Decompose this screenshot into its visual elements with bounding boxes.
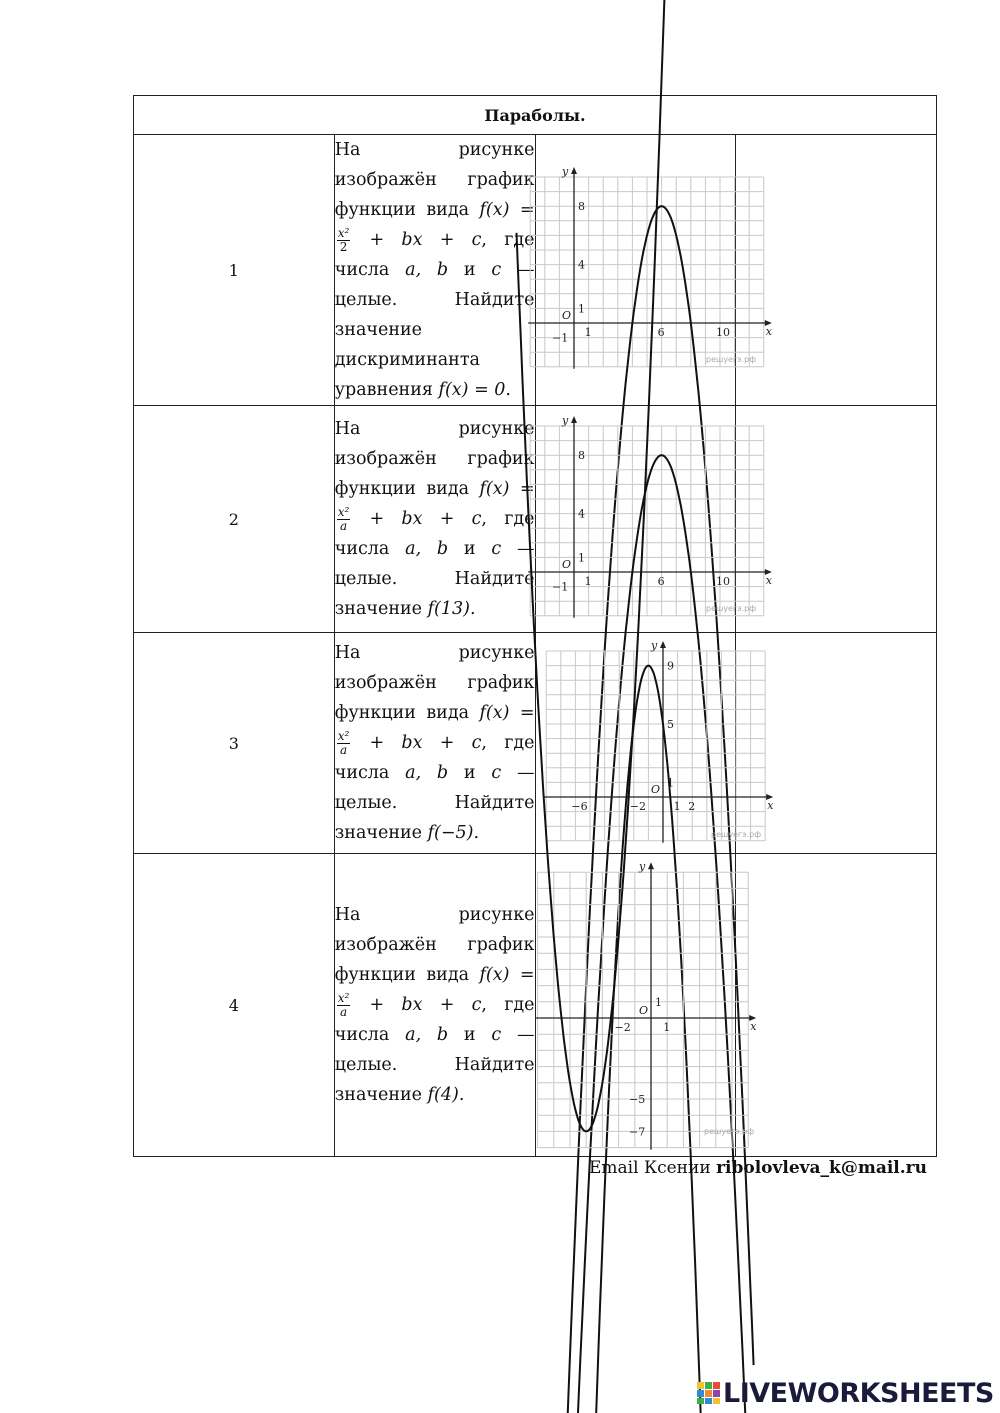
task-vars: a, b [405, 260, 449, 280]
y-axis-label: y [561, 164, 568, 178]
task-intro: На рисунке изображён график функции вида [334, 905, 535, 985]
fraction-numerator: x² [337, 729, 350, 743]
x-tick-label: 6 [657, 574, 665, 588]
x-axis-label: x [749, 1020, 756, 1033]
task-row [134, 135, 937, 406]
y-tick-label: 1 [666, 776, 674, 790]
y-tick-label: 1 [577, 301, 585, 315]
task-text [334, 633, 535, 854]
task-number: 2 [134, 406, 335, 633]
task-mid: , где числа [334, 995, 535, 1045]
formula-lhs: f(x) = [479, 965, 535, 985]
task-post: — целые. Найдите значение [334, 539, 535, 619]
fraction-denominator: a [339, 743, 348, 757]
formula-rest: + bx + c [352, 995, 482, 1015]
task-question: f(−5). [427, 823, 480, 843]
y-tick-label: 4 [577, 258, 585, 272]
formula-fraction [337, 992, 351, 1019]
watermark: решуегэ.рф [710, 830, 761, 839]
task-text [334, 406, 535, 633]
origin-label: O [561, 308, 571, 322]
task-question: f(x) = 0. [438, 380, 511, 400]
task-intro: На рисунке изображён график функции вида [334, 643, 535, 723]
answer-cell[interactable] [736, 854, 937, 1157]
watermark: решуегэ.рф [703, 1127, 754, 1136]
parabola-graph [536, 860, 764, 1140]
y-axis-label: y [638, 860, 645, 874]
task-vars: a, b [405, 1025, 449, 1045]
task-var-c: c [491, 1025, 502, 1045]
task-and: и [448, 1025, 492, 1045]
answer-cell[interactable] [736, 135, 937, 406]
graph-cell [535, 135, 772, 406]
x-tick-label: 10 [715, 325, 730, 339]
task-question: f(4). [427, 1085, 465, 1105]
brand-name: LIVEWORKSHEETS [723, 1377, 994, 1409]
formula-lhs: f(x) = [479, 200, 535, 220]
x-tick-label: 2 [687, 800, 695, 813]
x-tick-label: −6 [570, 800, 588, 813]
x-axis-label: x [766, 799, 773, 812]
task-post: — целые. Найдите значение дискриминанта уравнения [334, 260, 535, 400]
task-intro: На рисунке изображён график функции вида [334, 140, 535, 220]
x-tick-label: 1 [584, 574, 592, 588]
y-axis-arrow-icon [648, 862, 654, 869]
formula-fraction [337, 730, 351, 757]
watermark: решуегэ.рф [705, 603, 756, 613]
task-mid: , где числа [334, 733, 535, 783]
task-and: и [448, 763, 492, 783]
formula-rest: + bx + c [352, 509, 482, 529]
origin-label: O [561, 557, 571, 571]
liveworksheets-logo [697, 1377, 994, 1409]
task-mid: , где числа [334, 509, 535, 559]
x-tick-label: 10 [715, 574, 730, 588]
x-tick-label: 6 [657, 325, 665, 339]
task-text [334, 854, 535, 1157]
x-tick-label: 1 [673, 800, 681, 813]
graph-cell [535, 854, 756, 1157]
parabola-graph [536, 413, 772, 617]
fraction-numerator: x² [337, 991, 350, 1005]
logo-blocks-icon [697, 1382, 721, 1404]
y-tick-label: 4 [577, 507, 585, 521]
x-axis-label: x [765, 573, 772, 587]
watermark: решуегэ.рф [705, 354, 756, 364]
fraction-denominator: a [339, 519, 348, 533]
task-number: 4 [134, 854, 335, 1157]
y-tick-label: −5 [628, 1093, 645, 1106]
y-tick-label: −7 [628, 1125, 645, 1139]
task-text [334, 135, 535, 406]
y-tick-label: −1 [551, 331, 568, 345]
task-intro: На рисунке изображён график функции вида [334, 419, 535, 499]
y-tick-label: 1 [654, 995, 662, 1009]
task-and: и [448, 260, 492, 280]
task-post: — целые. Найдите значение [334, 1025, 535, 1105]
task-row [134, 406, 937, 633]
email-label: Email Ксении [589, 1158, 717, 1178]
author-email-line [589, 1158, 927, 1178]
x-tick-label: −2 [614, 1021, 631, 1034]
y-tick-label: 8 [577, 448, 585, 462]
formula-rest: + bx + c [352, 733, 482, 753]
task-row [134, 854, 937, 1157]
y-tick-label: −1 [551, 580, 568, 594]
y-axis-arrow-icon [571, 167, 577, 174]
task-vars: a, b [405, 539, 449, 559]
fraction-denominator: a [339, 1005, 348, 1019]
y-tick-label: 9 [666, 659, 674, 673]
task-vars: a, b [405, 763, 449, 783]
y-axis-label: y [561, 413, 568, 427]
email-address[interactable]: ribolovleva_k@mail.ru [716, 1158, 927, 1178]
y-tick-label: 8 [577, 199, 585, 213]
x-tick-label: −2 [629, 800, 646, 813]
graph-cell [535, 406, 772, 633]
fraction-denominator: 2 [339, 240, 348, 254]
origin-label: O [638, 1004, 648, 1017]
y-axis-arrow-icon [660, 641, 666, 648]
task-number: 3 [134, 633, 335, 854]
x-tick-label: 1 [662, 1021, 670, 1034]
x-tick-label: 1 [584, 325, 592, 339]
fraction-numerator: x² [337, 226, 350, 240]
task-post: — целые. Найдите значение [334, 763, 535, 843]
task-and: и [448, 539, 492, 559]
task-var-c: c [491, 763, 502, 783]
task-var-c: c [491, 260, 502, 280]
answer-cell[interactable] [736, 633, 937, 854]
fraction-numerator: x² [337, 505, 350, 519]
formula-rest: + bx + c [352, 230, 482, 250]
formula-lhs: f(x) = [479, 703, 535, 723]
formula-lhs: f(x) = [479, 479, 535, 499]
worksheet-table [133, 95, 937, 1157]
answer-cell[interactable] [736, 406, 937, 633]
y-axis-arrow-icon [571, 416, 577, 423]
worksheet-title: Параболы. [134, 96, 937, 135]
task-var-c: c [491, 539, 502, 559]
y-axis-label: y [650, 639, 657, 652]
formula-fraction [337, 506, 351, 533]
origin-label: O [650, 783, 660, 796]
y-tick-label: 5 [666, 718, 674, 731]
task-question: f(13). [427, 599, 476, 619]
task-mid: , где числа [334, 230, 535, 280]
y-tick-label: 1 [577, 550, 585, 564]
x-axis-label: x [765, 324, 772, 338]
task-number: 1 [134, 135, 335, 406]
parabola-graph [536, 639, 773, 843]
formula-fraction [337, 227, 351, 254]
